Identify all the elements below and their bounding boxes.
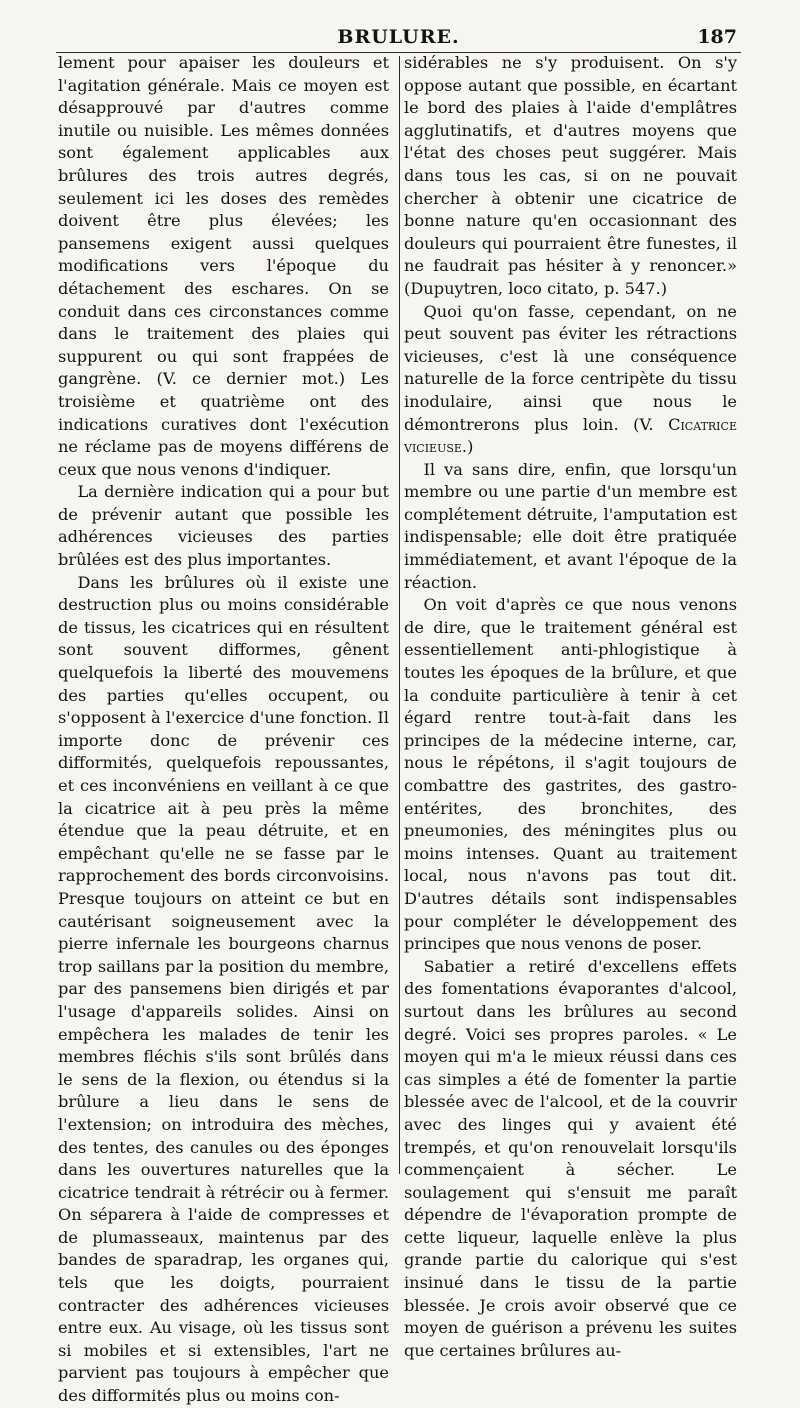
cross-reference: Cicatrice vicieuse. (404, 414, 737, 457)
page-header (56, 26, 741, 52)
paragraph: On voit d'après ce que nous venons de dire, que le traitement général est essentiellement anti-phlogistique à toutes les époques de la brûlure, et que la conduite particulière à tenir à cet égard rentre tout-à-fait dans les principes de la médecine interne, car, nous le répétons, il s'agit toujours de combattre des gastrites, des gastro-entérites, des bronchites, des pneumonies, des méningites plus ou moins intenses. Quant au traitement local, nous n'avons pas tout dit. D'autres détails sont indispensables pour compléter le développement des principes que nous venons de poser. (404, 595, 737, 954)
cross-reference-suffix: ) (467, 437, 474, 457)
paragraph: sidérables ne s'y produisent. On s'y oppose autant que possible, en écartant le bord des plaies à l'aide d'emplâtres agglutinatifs, et d'autres moyens que l'état des choses peut suggérer. Mais dans tous les cas, si on ne pouvait chercher à obtenir une cicatrice de bonne nature qu'en occasionnant des douleurs qui pourraient être funestes, il ne faudrait pas hésiter à y renoncer.» (Dupuytren, loco citato, p. 547.) (404, 53, 737, 298)
paragraph: Sabatier a retiré d'excellens effets des fomentations évaporantes d'alcool, surtout dans les brûlures au second degré. Voici ses propres paroles. « Le moyen qui m'a le mieux réussi dans ces cas simples a été de fomenter la partie blessée avec de l'alcool, et de la couvrir avec des linges qui y avaient été trempés, et qu'on renouvelait lorsqu'ils commençaient à sécher. Le soulagement qui s'ensuit me paraît dépendre de l'évaporation prompte de cette liqueur, laquelle enlève la plus grande partie du calorique qui s'est insinué dans le tissu de la partie blessée. Je crois avoir observé que ce moyen de guérison a prévenu les suites que certaines brûlures au- (404, 956, 737, 1360)
cross-reference-prefix: (V. (633, 414, 654, 434)
paragraph-text: Quoi qu'on fasse, cependant, on ne peut souvent pas éviter les rétractions vicieuses, c'est là une conséquence naturelle de la force centripète du tissu inodulaire, ainsi que nous le démontrerons plus loin. (404, 301, 737, 434)
paragraph: lement pour apaiser les douleurs et l'agitation générale. Mais ce moyen est désapprouvé par d'autres comme inutile ou nuisible. Les mêmes données sont également applicables aux brûlures des trois autres degrés, seulement ici les doses des remèdes doivent être plus élevées; les pansemens exigent aussi quelques modifications vers l'époque du détachement des eschares. On se conduit dans ces circonstances comme dans le traitement des plaies qui suppurent ou qui sont frappées de gangrène. (V. ce dernier mot.) Les troisième et quatrième ont des indications curatives dont l'exécution ne réclame pas de moyens différens de ceux que nous venons d'indiquer. (58, 53, 389, 479)
paragraph (404, 301, 737, 459)
left-column (58, 52, 389, 1408)
running-title: BRULURE. (337, 26, 460, 48)
paragraph: Dans les brûlures où il existe une destruction plus ou moins considérable de tissus, les cicatrices qui en résultent sont souvent difformes, gênent quelquefois la liberté des mouvemens des parties qu'elles occupent, ou s'opposent à l'exercice d'une fonction. Il importe donc de prévenir ces difformités, quelquefois repoussantes, et ces inconvéniens en veillant à ce que la cicatrice ait à peu près la même étendue que la peau détruite, et en empêchant qu'elle ne se fasse par le rapprochement des bords circonvoisins. Presque toujours on atteint ce but en cautérisant soigneusement avec la pierre infernale les bourgeons charnus trop saillans par la position du membre, par des pansemens bien dirigés et par l'usage d'appareils solides. Ainsi on empêchera les malades de tenir les membres fléchis s'ils sont brûlés dans le sens de la flexion, ou étendus si la brûlure a lieu dans le sens de l'extension; on introduira des mèches, des tentes, des canules ou des éponges dans les ouvertures naturelles que la cicatrice tendrait à rétrécir ou à fermer. On séparera à l'aide de compresses et de plumasseaux, maintenus par des bandes de sparadrap, les organes qui, tels que les doigts, pourraient contracter des adhérences vicieuses entre eux. Au visage, où les tissus sont si mobiles et si extensibles, l'art ne parvient pas toujours à empêcher que des difformités plus ou moins con- (58, 572, 389, 1406)
right-column (404, 52, 737, 1362)
paragraph: La dernière indication qui a pour but de prévenir autant que possible les adhérences vicieuses des parties brûlées est des plus importantes. (58, 482, 389, 570)
paragraph: Il va sans dire, enfin, que lorsqu'un membre ou une partie d'un membre est complétement détruite, l'amputation est indispensable; elle doit être pratiquée immédiatement, et avant l'époque de la réaction. (404, 459, 737, 592)
page-number: 187 (697, 26, 737, 48)
column-divider (399, 56, 400, 1174)
